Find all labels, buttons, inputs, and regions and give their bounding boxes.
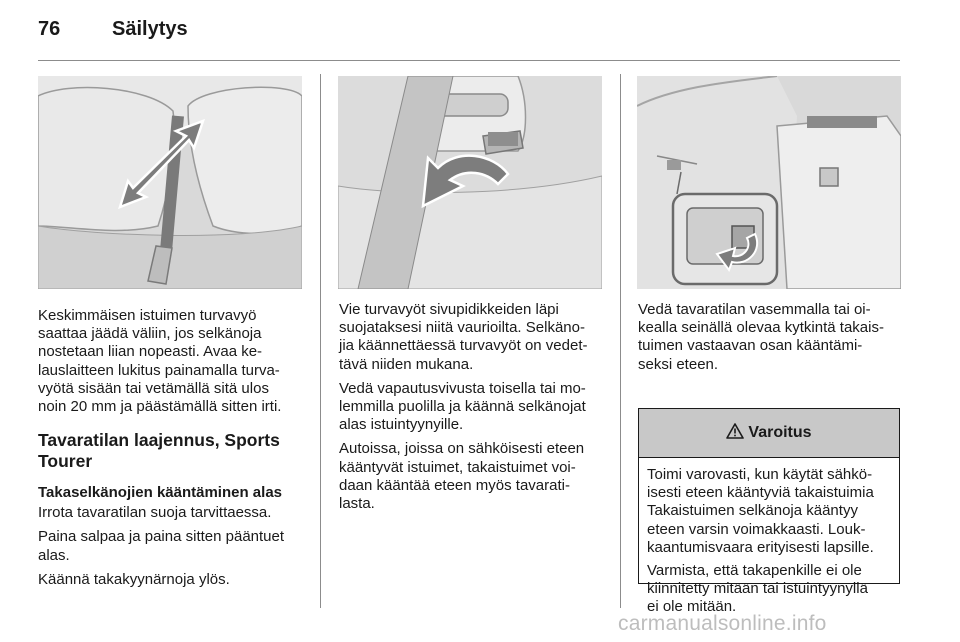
column-3 <box>638 301 908 380</box>
seatbelt-illustration <box>38 76 302 289</box>
warning-title: Varoitus <box>748 424 812 441</box>
warning-body <box>639 458 899 617</box>
column-divider-1 <box>320 74 321 608</box>
warning-paragraph: Varmista, että takapenkille ei ole kiinnitetty mitään tai istuintyynyllä ei ole mitään. <box>647 562 868 616</box>
headrest-illustration <box>338 76 602 289</box>
section-title: Säilytys <box>112 18 188 40</box>
subsection-heading: Takaselkänojien kääntäminen alas <box>38 484 283 502</box>
instruction-paragraph: Autoissa, joissa on sähköisesti eteen kääntyvät istuimet, takaistuimet voi- daan kääntää eteen myös tavarati- lasta. <box>339 440 585 513</box>
column-2 <box>339 301 609 519</box>
cargo-switch-illustration <box>637 76 901 289</box>
seatbelt-note: Keskimmäisen istuimen turvavyö saattaa jäädä väliin, jos selkänoja nostetaan liian nopeasti. Avaa ke- lauslaitteen lukitus painamalla turva- vyötä sisään tai vetämällä sitä ulos noin 20 mm ja päästämällä sitten irti. <box>38 307 282 416</box>
warning-header <box>639 409 899 458</box>
instruction-paragraph: Käännä takakyynärnoja ylös. <box>38 570 230 588</box>
column-divider-2 <box>620 74 621 608</box>
instruction-paragraph: Vie turvavyöt sivupidikkeiden läpi suojataksesi niitä vaurioilta. Selkäno- jia käännettäessä turvavyöt on vedet- tävä niiden mukana. <box>339 301 588 373</box>
warning-box <box>638 408 900 616</box>
header-divider <box>38 60 900 61</box>
warning-paragraph: Toimi varovasti, kun käytät sähkö- isesti eteen kääntyviä takaistuimia Takaistuimen selkänoja kääntyy eteen varsin voimakkaasti. Louk- kaantumisvaara erityisesti lapsille. <box>647 466 874 556</box>
instruction-paragraph: Vedä vapautusvivusta toisella tai mo- lemmilla puolilla ja käännä selkänojat alas istuintyynyille. <box>339 379 586 434</box>
column-1 <box>38 307 308 595</box>
instruction-paragraph: Irrota tavaratilan suoja tarvittaessa. <box>38 504 272 522</box>
warning-triangle-icon <box>726 423 744 444</box>
instruction-paragraph: Vedä tavaratilan vasemmalla tai oi- kealla seinällä olevaa kytkintä takais- tuimen vastaavan osan kääntämi- seksi eteen. <box>638 301 884 373</box>
watermark: carmanualsonline.info <box>618 612 827 635</box>
page-number: 76 <box>38 18 61 40</box>
instruction-paragraph: Paina salpaa ja paina sitten pääntuet alas. <box>38 528 285 564</box>
section-heading: Tavaratilan laajennus, Sports Tourer <box>38 430 280 472</box>
